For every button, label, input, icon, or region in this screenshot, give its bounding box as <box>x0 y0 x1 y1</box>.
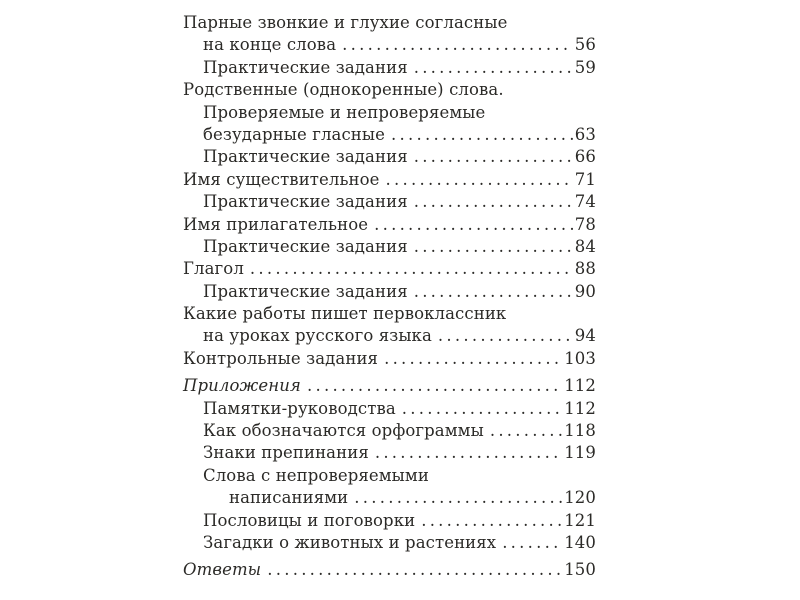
toc-entry-title: Практические задания <box>203 147 408 167</box>
toc-entry-title: Глагол <box>183 259 244 279</box>
toc-entry-title: Памятки-руководства <box>203 398 396 418</box>
dot-leader <box>490 420 562 442</box>
toc-entry-title: Имя прилагательное <box>183 214 369 234</box>
toc-entry <box>183 325 596 347</box>
toc-entry <box>183 510 596 532</box>
toc-entry <box>183 34 596 56</box>
toc-entry <box>183 487 596 509</box>
toc-entry <box>183 348 596 370</box>
toc-entry-title: Парные звонкие и глухие согласные <box>183 13 508 32</box>
dot-leader <box>402 398 562 420</box>
toc-entry <box>183 465 596 487</box>
dot-leader <box>386 169 573 191</box>
toc-page-number: 56 <box>574 35 596 55</box>
dot-leader <box>375 442 562 464</box>
toc-entry <box>183 281 596 303</box>
toc-entry-title: на конце слова <box>203 35 337 55</box>
toc-entry-title: Знаки препинания <box>203 443 369 463</box>
toc-entry-title: Слова с непроверяемыми <box>203 465 429 485</box>
toc-entry-title: Родственные (однокоренные) слова. <box>183 80 504 100</box>
toc-entry-title: Как обозначаются орфограммы <box>203 421 484 441</box>
dot-leader <box>250 258 573 280</box>
toc-entry-title: Практические задания <box>203 192 408 212</box>
toc-entry <box>183 559 596 581</box>
toc-entry <box>183 258 596 280</box>
toc-page-number: 150 <box>564 560 596 580</box>
dot-leader <box>391 124 573 146</box>
toc-entry-title: на уроках русского языка <box>203 326 432 346</box>
dot-leader <box>414 191 573 213</box>
toc-entry-title: Загадки о животных и растениях <box>203 532 497 552</box>
toc-entry-title: Имя существительное <box>183 169 380 189</box>
dot-leader <box>414 236 573 258</box>
toc-page-number: 59 <box>574 57 596 77</box>
toc-entry <box>183 146 596 168</box>
toc-entry-title: Практические задания <box>203 281 408 301</box>
toc-page-number: 84 <box>574 236 596 256</box>
toc-page-number: 112 <box>564 398 596 418</box>
toc-entry <box>183 124 596 146</box>
toc-entry <box>183 191 596 213</box>
toc-page-number: 120 <box>564 488 596 508</box>
dot-leader <box>438 325 573 347</box>
toc-page-number: 71 <box>574 169 596 189</box>
dot-leader <box>384 348 562 370</box>
dot-leader <box>354 487 562 509</box>
toc-page-number: 112 <box>564 376 596 396</box>
toc-page-number: 119 <box>564 443 596 463</box>
dot-leader <box>267 559 562 581</box>
toc-entry-title: написаниями <box>229 488 349 508</box>
toc-entry-title: Контрольные задания <box>183 348 379 368</box>
toc-entry-title: Пословицы и поговорки <box>203 510 416 530</box>
toc-entry <box>183 102 596 124</box>
toc-entry <box>183 420 596 442</box>
toc-page-number: 74 <box>574 192 596 212</box>
toc-entry <box>183 532 596 554</box>
toc-page-number: 140 <box>564 532 596 552</box>
dot-leader <box>414 281 573 303</box>
toc-entry-title: Проверяемые и непроверяемые <box>203 102 486 122</box>
toc-entry-title: Практические задания <box>203 236 408 256</box>
toc-entry <box>183 79 596 101</box>
toc-entry <box>183 398 596 420</box>
toc-page-number: 121 <box>564 510 596 530</box>
dot-leader <box>421 510 562 532</box>
dot-leader <box>414 57 573 79</box>
toc-page-number: 63 <box>574 124 596 144</box>
toc-entry <box>183 12 596 34</box>
toc-page-number: 103 <box>564 348 596 368</box>
dot-leader <box>307 375 562 397</box>
toc-entry <box>183 214 596 236</box>
toc-entry <box>183 303 596 325</box>
toc-page-number: 78 <box>574 214 596 234</box>
toc-page-number: 88 <box>574 259 596 279</box>
toc-entry <box>183 442 596 464</box>
toc-entry-title: Практические задания <box>203 57 408 77</box>
toc-entry <box>183 375 596 397</box>
toc-page-number: 94 <box>574 326 596 346</box>
toc-page-number: 118 <box>564 421 596 441</box>
toc-page-number: 90 <box>574 281 596 301</box>
toc-entry-title: Какие работы пишет первоклассник <box>183 304 507 324</box>
toc-entry <box>183 57 596 79</box>
dot-leader <box>414 146 573 168</box>
toc-entry <box>183 236 596 258</box>
toc-entry <box>183 169 596 191</box>
dot-leader <box>342 34 573 56</box>
toc-page-number: 66 <box>574 147 596 167</box>
dot-leader <box>502 532 562 554</box>
toc-section-title: Приложения <box>183 376 301 396</box>
dot-leader <box>374 214 573 236</box>
toc-section-title: Ответы <box>183 560 262 580</box>
table-of-contents <box>183 12 596 582</box>
toc-entry-title: безударные гласные <box>203 124 386 144</box>
